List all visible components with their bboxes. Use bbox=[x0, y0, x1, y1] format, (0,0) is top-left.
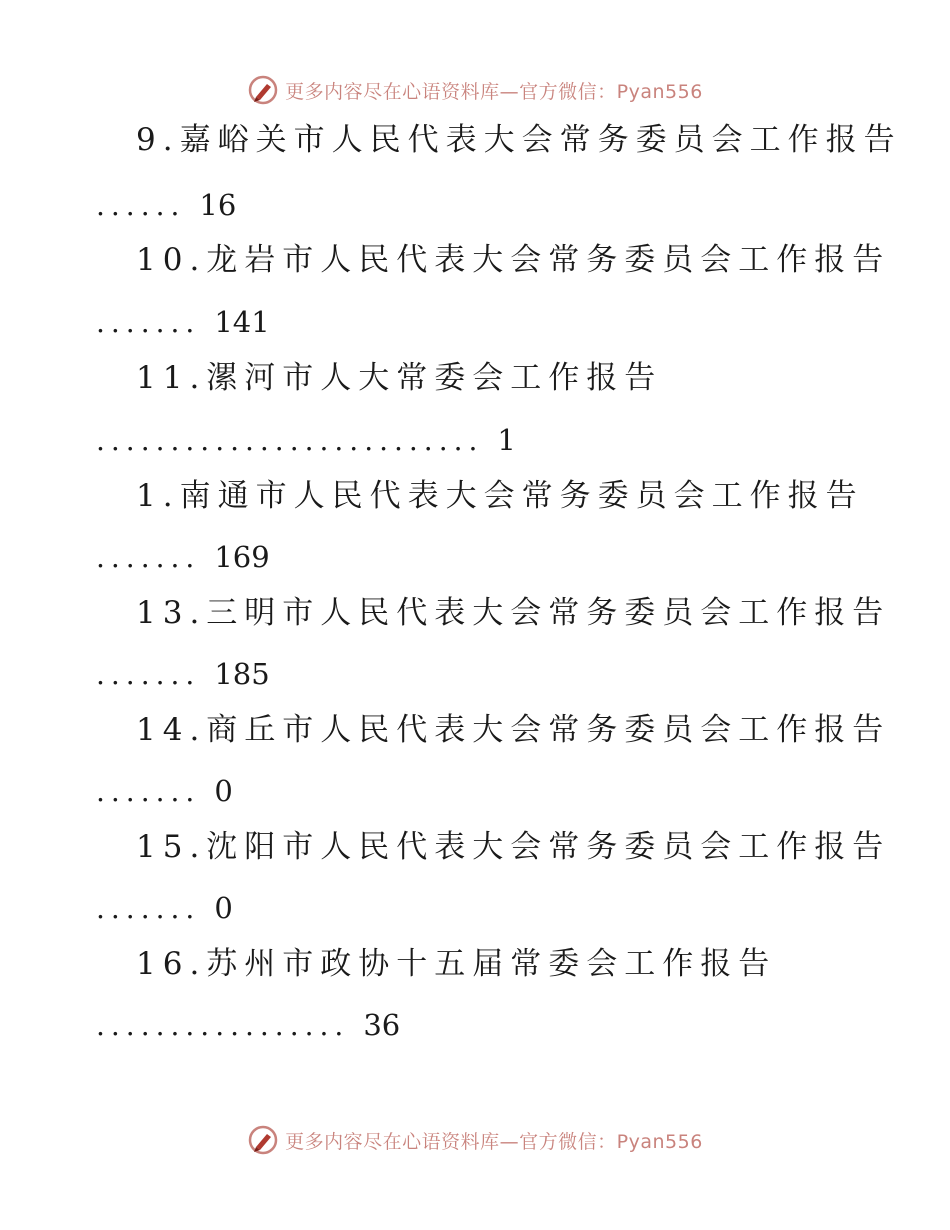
pen-logo-icon bbox=[247, 74, 279, 106]
toc-entry-leader bbox=[96, 891, 233, 925]
leader-dots: ....... bbox=[96, 541, 201, 574]
toc-entry-title[interactable]: 16.苏州市政协十五届常委会工作报告 bbox=[136, 946, 777, 982]
page-number: 185 bbox=[214, 657, 270, 691]
leader-dots: ...... bbox=[96, 189, 186, 222]
page-number: 1 bbox=[497, 423, 516, 457]
page-number: 0 bbox=[214, 891, 233, 925]
toc-entry-leader bbox=[96, 657, 270, 691]
toc-entry-title[interactable]: 14.商丘市人民代表大会常务委员会工作报告 bbox=[136, 712, 891, 748]
toc-entry-title[interactable]: 13.三明市人民代表大会常务委员会工作报告 bbox=[136, 595, 891, 631]
page-number: 169 bbox=[214, 540, 270, 574]
page-number: 141 bbox=[214, 305, 270, 339]
toc-entry-title[interactable]: 9.嘉峪关市人民代表大会常务委员会工作报告 bbox=[136, 122, 902, 158]
toc-entry-title[interactable]: 1.南通市人民代表大会常务委员会工作报告 bbox=[136, 478, 864, 514]
toc-entry-leader bbox=[96, 305, 270, 339]
toc-entry-leader bbox=[96, 188, 237, 222]
toc-entry-title[interactable]: 15.沈阳市人民代表大会常务委员会工作报告 bbox=[136, 829, 891, 865]
watermark-text: 更多内容尽在心语资料库—官方微信：Pyan556 bbox=[285, 80, 703, 103]
leader-dots: ....... bbox=[96, 775, 201, 808]
footer-watermark bbox=[0, 1120, 950, 1160]
page-number: 16 bbox=[199, 188, 237, 222]
leader-dots: ................. bbox=[96, 1009, 350, 1042]
leader-dots: ....... bbox=[96, 306, 201, 339]
toc-entry-leader bbox=[96, 1008, 401, 1042]
leader-dots: ....... bbox=[96, 658, 201, 691]
header-watermark bbox=[0, 70, 950, 110]
leader-dots: ....... bbox=[96, 892, 201, 925]
toc-entry-leader bbox=[96, 423, 516, 457]
toc-entry-leader bbox=[96, 774, 233, 808]
toc-entry-leader bbox=[96, 540, 270, 574]
watermark-text: 更多内容尽在心语资料库—官方微信：Pyan556 bbox=[285, 1130, 703, 1153]
page-number: 36 bbox=[363, 1008, 401, 1042]
toc-entry-title[interactable]: 11.漯河市人大常委会工作报告 bbox=[136, 360, 663, 396]
toc-entry-title[interactable]: 10.龙岩市人民代表大会常务委员会工作报告 bbox=[136, 242, 891, 278]
leader-dots: .......................... bbox=[96, 424, 484, 457]
page-number: 0 bbox=[214, 774, 233, 808]
pen-logo-icon bbox=[247, 1124, 279, 1156]
